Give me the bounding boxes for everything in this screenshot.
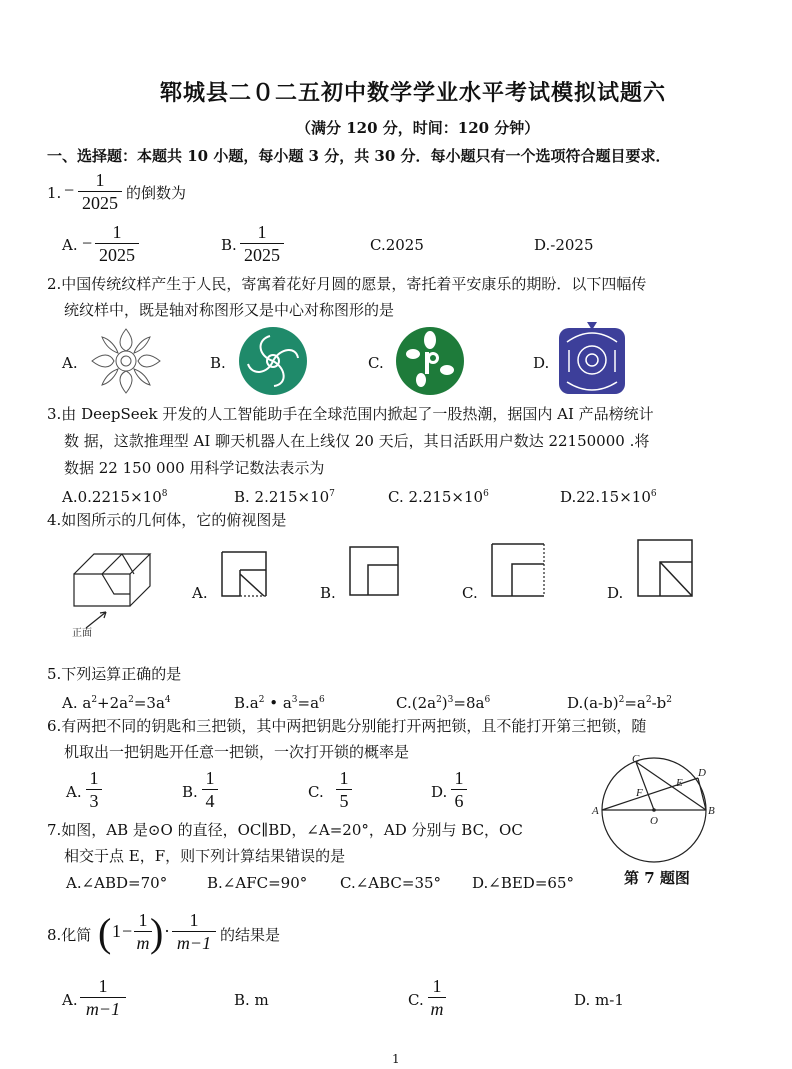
top-view-b-icon (348, 545, 400, 597)
label-o: O (650, 815, 658, 827)
q1-minus: − (64, 180, 75, 200)
q4-text: 4.如图所示的几何体，它的俯视图是 (47, 511, 287, 529)
q1-option-a-minus: − (82, 233, 93, 253)
q4-option-a[interactable]: A. (192, 584, 208, 602)
top-view-c-icon (490, 542, 546, 598)
q5a-5: =3a (133, 694, 165, 712)
q3-b-exp: 7 (329, 489, 335, 499)
solid-figure-icon (66, 544, 156, 640)
exam-title: 郓城县二０二五初中数学学业水平考试模拟试题六 (160, 80, 667, 106)
q5d-5: -b (651, 694, 667, 712)
q6-line2: 机取出一把钥匙开任意一把锁，一次打开锁的概率是 (64, 743, 410, 761)
q7-option-c[interactable]: C.∠ABC=35° (340, 874, 442, 892)
q8-suffix: 的结果是 (220, 926, 281, 944)
q3-line1: 3.由 DeepSeek 开发的人工智能助手在全球范围内掀起了一股热潮，据国内 AI 产品榜统计 (47, 405, 654, 423)
q2-option-b[interactable]: B. (210, 354, 226, 372)
q2-line1: 2.中国传统纹样产生于人民，寄寓着花好月圆的愿景，寄托着平安康乐的期盼．以下四幅传 (47, 275, 647, 293)
q4-option-c[interactable]: C. (462, 584, 478, 602)
q8-option-c-fraction (428, 976, 446, 1019)
q6-line1: 6.有两把不同的钥匙和三把锁，其中两把钥匙分别能打开两把锁，且不能打开第三把锁，随 (47, 717, 647, 735)
q2-option-c[interactable]: C. (368, 354, 384, 372)
q5d-2: 2 (618, 695, 625, 705)
label-e: E (676, 777, 683, 789)
q1-a-num: 1 (112, 222, 122, 242)
q1-option-b-label[interactable]: B. (221, 236, 237, 254)
q8-minus: − (122, 921, 133, 941)
front-label: 正面 (72, 628, 92, 639)
q5c-4: 3 (447, 695, 454, 705)
q8-option-c-label[interactable]: C. (408, 991, 424, 1009)
q8-prefix: 8.化简 (47, 926, 92, 944)
q8-c-num: 1 (432, 976, 442, 996)
q5a-1: A. a (62, 694, 92, 712)
q5-text: 5.下列运算正确的是 (47, 665, 182, 683)
q7-option-d[interactable]: D.∠BED=65° (472, 874, 574, 892)
q6-c-den: 5 (339, 791, 349, 811)
q6-b-num: 1 (205, 768, 215, 788)
q2-option-d[interactable]: D. (533, 354, 550, 372)
q8-a-num: 1 (98, 976, 108, 996)
q3-b-base: B. 2.215×10 (234, 488, 330, 506)
q3-line2: 数 据，这款推理型 AI 聊天机器人在上线仅 20 天后，其日活跃用户数达 22150000 .将 (64, 432, 650, 450)
q5c-5: =8a (453, 694, 485, 712)
q6-a-den: 3 (89, 791, 99, 811)
q5-option-c[interactable] (396, 690, 490, 713)
q8-f2-den: m−1 (176, 933, 212, 953)
q3-a-base: A.0.2215×10 (62, 488, 162, 506)
q5c-3: ) (441, 694, 448, 712)
q5b-5: =a (297, 694, 320, 712)
q5b-3: • a (264, 694, 292, 712)
leaf-pattern-icon (395, 326, 465, 396)
q4-option-d[interactable]: D. (607, 584, 624, 602)
q5d-6: 2 (666, 695, 672, 705)
q1-number: 1. (47, 184, 62, 202)
q6-option-c-label[interactable]: C. (308, 783, 324, 801)
q1-fraction (78, 170, 122, 213)
q4-option-b[interactable]: B. (320, 584, 336, 602)
q6-option-a-label[interactable]: A. (66, 783, 82, 801)
q8-a-den: m−1 (85, 999, 121, 1019)
q3-option-c[interactable] (388, 484, 489, 507)
ornate-pattern-icon (557, 322, 627, 398)
q1-option-c[interactable]: C.2025 (370, 236, 424, 254)
q7-line2: 相交于点 E，F，则下列计算结果错误的是 (64, 847, 346, 865)
q8-c-den: m (430, 999, 444, 1019)
q8-option-b[interactable]: B. m (234, 991, 269, 1009)
q3-option-b[interactable] (234, 484, 335, 507)
q8-f1-num: 1 (138, 910, 148, 930)
q6-option-a-fraction (86, 768, 102, 811)
q3-c-exp: 6 (483, 489, 489, 499)
q5b-4: 3 (291, 695, 298, 705)
q1-option-a-label[interactable]: A. (62, 236, 78, 254)
q5-option-d[interactable] (567, 690, 672, 713)
q8-fraction-2 (172, 910, 216, 953)
q5c-6: 6 (484, 695, 491, 705)
q8-option-d[interactable]: D. m-1 (574, 991, 624, 1009)
label-f: F (636, 787, 643, 799)
q1-a-den: 2025 (99, 245, 135, 265)
q6-b-den: 4 (205, 791, 215, 811)
q6-option-b-label[interactable]: B. (182, 783, 198, 801)
q3-option-d[interactable] (560, 484, 657, 507)
q5d-3: =a (624, 694, 646, 712)
q1-option-d[interactable]: D.-2025 (534, 236, 594, 254)
page-number: 1 (392, 1052, 400, 1066)
q6-option-d-label[interactable]: D. (431, 783, 448, 801)
exam-subtitle: （满分 120 分，时间：120 分钟） (296, 119, 540, 137)
q6-c-num: 1 (339, 768, 349, 788)
q3-a-exp: 8 (161, 489, 168, 499)
q8-left-paren: ( (98, 910, 112, 955)
section-heading: 一、选择题：本题共 10 小题，每小题 3 分，共 30 分．每小题只有一个选项符合题目要求． (47, 147, 671, 165)
q1-frac-den: 2025 (82, 193, 118, 213)
q8-option-a-label[interactable]: A. (62, 991, 78, 1009)
q2-line2: 统纹样中，既是轴对称图形又是中心对称图形的是 (64, 301, 395, 319)
q5a-6: 4 (164, 695, 171, 705)
q7-option-b[interactable]: B.∠AFC=90° (207, 874, 308, 892)
q6-option-b-fraction (202, 768, 218, 811)
q8-one: 1 (112, 921, 121, 941)
label-a: A (592, 805, 599, 817)
q6-a-num: 1 (89, 768, 99, 788)
q8-dot: · (164, 921, 170, 941)
q7-option-a[interactable]: A.∠ABD=70° (66, 874, 168, 892)
q5a-3: +2a (97, 694, 129, 712)
q7-line1: 7.如图，AB 是⊙O 的直径，OC∥BD，∠A=20°，AD 分别与 BC，OC (47, 821, 523, 839)
q8-f2-num: 1 (189, 910, 199, 930)
top-view-a-icon (220, 550, 268, 598)
q6-d-den: 6 (454, 791, 464, 811)
q6-option-c-fraction (336, 768, 352, 811)
q8-f1-den: m (136, 933, 150, 953)
q8-option-a-fraction (80, 976, 126, 1019)
q6-d-num: 1 (454, 768, 464, 788)
q6-option-d-fraction (451, 768, 467, 811)
q1-text: 的倒数为 (126, 184, 187, 202)
q5-option-a[interactable] (62, 690, 171, 713)
q5a-4: 2 (128, 695, 134, 705)
q5-option-b[interactable] (234, 690, 325, 713)
q1-b-num: 1 (257, 222, 267, 242)
q1-option-a-fraction (95, 222, 139, 265)
q5c-2: 2 (436, 695, 442, 705)
q8-right-paren: ) (150, 910, 164, 955)
label-c: C (632, 753, 640, 765)
q5c-1: C.(2a (396, 694, 437, 712)
label-d: D (698, 767, 706, 779)
q5b-1: B.a (234, 694, 259, 712)
lotus-pattern-icon (86, 325, 166, 397)
q5a-2: 2 (91, 695, 98, 705)
q3-c-base: C. 2.215×10 (388, 488, 484, 506)
q3-d-exp: 6 (650, 489, 657, 499)
q1-frac-num: 1 (95, 170, 105, 190)
q3-line3: 数据 22 150 000 用科学记数法表示为 (64, 459, 325, 477)
q7-figure-caption: 第 7 题图 (624, 869, 690, 887)
q5b-2: 2 (258, 695, 265, 705)
q1-b-den: 2025 (244, 245, 280, 265)
top-view-d-icon (636, 538, 694, 598)
swirl-pattern-icon (238, 326, 308, 396)
q5d-1: D.(a-b) (567, 694, 619, 712)
q5d-4: 2 (645, 695, 652, 705)
q3-option-a[interactable] (62, 484, 167, 507)
q5b-6: 6 (319, 695, 325, 705)
q3-d-base: D.22.15×10 (560, 488, 651, 506)
q2-option-a[interactable]: A. (62, 354, 78, 372)
q1-option-b-fraction (240, 222, 284, 265)
circle-geometry-figure (590, 750, 720, 865)
label-b: B (708, 805, 715, 817)
